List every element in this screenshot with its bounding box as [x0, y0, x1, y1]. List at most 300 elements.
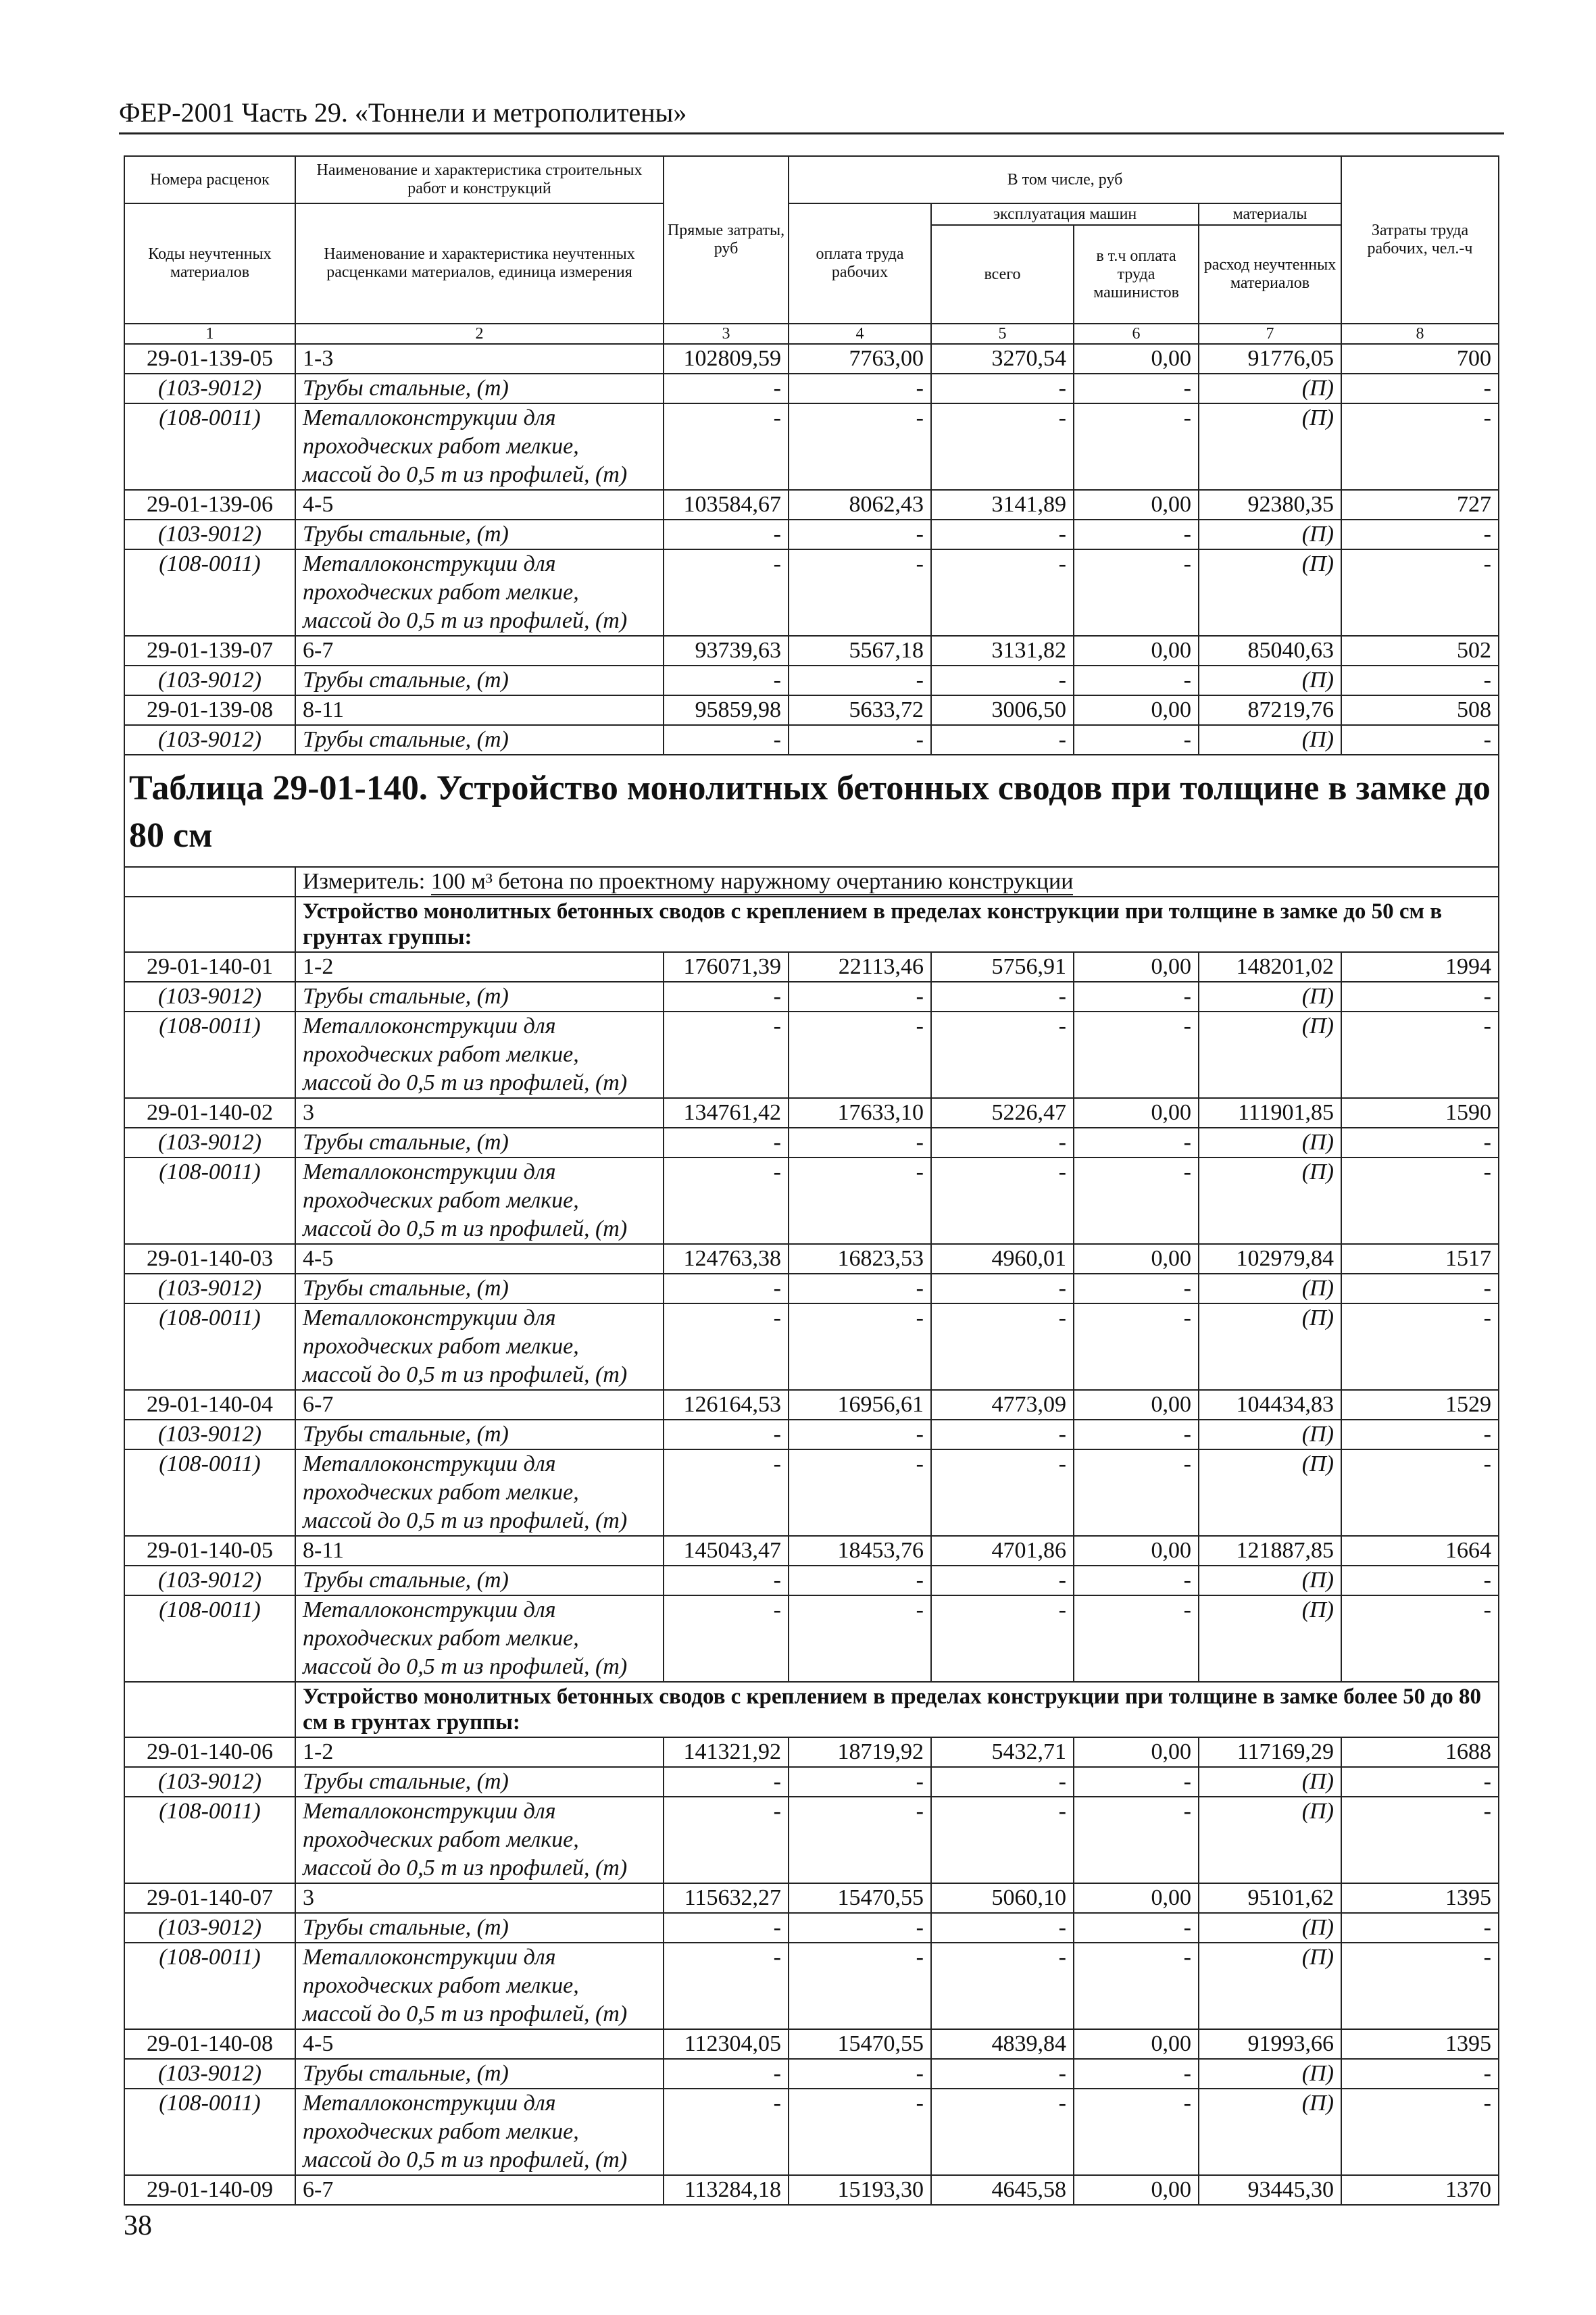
column-numbers-row — [124, 324, 1499, 344]
rates-table — [124, 155, 1499, 2206]
header-direct-costs: Прямые затраты, руб — [664, 156, 789, 324]
machines-total: - — [931, 982, 1074, 1012]
section-heading: Устройство монолитных бетонных сводов с креплением в пределах конструкции при толщине в замке до 50 см в грунтах группы: — [295, 897, 1499, 952]
rate-row — [124, 1883, 1499, 1913]
worker-pay: - — [789, 1943, 931, 2029]
direct-cost: - — [664, 1274, 789, 1303]
material-code: (108-0011) — [124, 1797, 295, 1883]
labor-hours: - — [1341, 403, 1499, 490]
machinists-pay: 0,00 — [1074, 344, 1199, 374]
machinists-pay: - — [1074, 1303, 1199, 1390]
material-row — [124, 1012, 1499, 1098]
worker-pay: 15470,55 — [789, 2029, 931, 2059]
labor-hours: - — [1341, 1128, 1499, 1158]
material-row — [124, 666, 1499, 695]
machines-total: - — [931, 725, 1074, 755]
worker-pay: 8062,43 — [789, 490, 931, 520]
material-row — [124, 2059, 1499, 2089]
machines-total: - — [931, 1303, 1074, 1390]
machinists-pay: - — [1074, 1158, 1199, 1244]
rate-code: 29-01-139-08 — [124, 695, 295, 725]
labor-hours: - — [1341, 1797, 1499, 1883]
page-number: 38 — [124, 2210, 152, 2241]
rate-row — [124, 2175, 1499, 2205]
material-code: (103-9012) — [124, 1767, 295, 1797]
direct-cost: 95859,98 — [664, 695, 789, 725]
material-name: Трубы стальные, (т) — [295, 666, 664, 695]
machinists-pay: - — [1074, 982, 1199, 1012]
materials-cost: 102979,84 — [1199, 1244, 1341, 1274]
rate-row — [124, 490, 1499, 520]
column-number: 3 — [664, 324, 789, 344]
rate-row — [124, 2029, 1499, 2059]
machines-total: 4773,09 — [931, 1390, 1074, 1420]
table-title: Таблица 29-01-140. Устройство монолитных бетонных сводов при толщине в замке до 80 см — [124, 755, 1499, 867]
machinists-pay: - — [1074, 549, 1199, 636]
material-consumption: (П) — [1199, 1913, 1341, 1943]
worker-pay: - — [789, 725, 931, 755]
rates-body-c — [124, 1737, 1499, 2205]
material-consumption: (П) — [1199, 520, 1341, 549]
material-row — [124, 1913, 1499, 1943]
labor-hours: - — [1341, 1303, 1499, 1390]
machinists-pay: - — [1074, 666, 1199, 695]
direct-cost: - — [664, 666, 789, 695]
header-materials: материалы — [1199, 203, 1341, 225]
material-code: (108-0011) — [124, 1595, 295, 1682]
materials-cost: 92380,35 — [1199, 490, 1341, 520]
labor-hours: 1370 — [1341, 2175, 1499, 2205]
machinists-pay: - — [1074, 2089, 1199, 2175]
soil-group: 6-7 — [295, 636, 664, 666]
material-code: (108-0011) — [124, 1012, 295, 1098]
measure-label: Измеритель: — [303, 869, 426, 894]
material-consumption: (П) — [1199, 1420, 1341, 1449]
machinists-pay: 0,00 — [1074, 2175, 1199, 2205]
machinists-pay: - — [1074, 403, 1199, 490]
material-row — [124, 1303, 1499, 1390]
machinists-pay: 0,00 — [1074, 636, 1199, 666]
machines-total: - — [931, 1797, 1074, 1883]
worker-pay: 16823,53 — [789, 1244, 931, 1274]
machines-total: - — [931, 1595, 1074, 1682]
rate-row — [124, 1098, 1499, 1128]
machines-total: - — [931, 1767, 1074, 1797]
empty-cell — [124, 867, 295, 897]
labor-hours: 727 — [1341, 490, 1499, 520]
machines-total: 5756,91 — [931, 952, 1074, 982]
rate-code: 29-01-140-06 — [124, 1737, 295, 1767]
direct-cost: 115632,27 — [664, 1883, 789, 1913]
labor-hours: - — [1341, 1943, 1499, 2029]
material-name: Трубы стальные, (т) — [295, 725, 664, 755]
direct-cost: - — [664, 1767, 789, 1797]
machinists-pay: - — [1074, 1012, 1199, 1098]
machinists-pay: 0,00 — [1074, 1536, 1199, 1566]
material-code: (108-0011) — [124, 403, 295, 490]
page-header: ФЕР-2001 Часть 29. «Тоннели и метрополитены» — [119, 96, 1504, 134]
machines-total: 5226,47 — [931, 1098, 1074, 1128]
rate-code: 29-01-140-04 — [124, 1390, 295, 1420]
worker-pay: 22113,46 — [789, 952, 931, 982]
materials-cost: 95101,62 — [1199, 1883, 1341, 1913]
material-code: (108-0011) — [124, 1449, 295, 1536]
labor-hours: 1590 — [1341, 1098, 1499, 1128]
material-consumption: (П) — [1199, 982, 1341, 1012]
material-consumption: (П) — [1199, 1012, 1341, 1098]
direct-cost: - — [664, 1012, 789, 1098]
worker-pay: - — [789, 403, 931, 490]
material-code: (103-9012) — [124, 520, 295, 549]
rate-code: 29-01-139-07 — [124, 636, 295, 666]
rates-body-b — [124, 952, 1499, 1682]
material-row — [124, 1158, 1499, 1244]
machines-total: 3131,82 — [931, 636, 1074, 666]
worker-pay: - — [789, 1566, 931, 1595]
material-consumption: (П) — [1199, 403, 1341, 490]
machinists-pay: 0,00 — [1074, 2029, 1199, 2059]
material-code: (103-9012) — [124, 666, 295, 695]
material-row — [124, 1274, 1499, 1303]
worker-pay: - — [789, 1449, 931, 1536]
direct-cost: - — [664, 403, 789, 490]
labor-hours: 1395 — [1341, 1883, 1499, 1913]
material-consumption: (П) — [1199, 2059, 1341, 2089]
direct-cost: 176071,39 — [664, 952, 789, 982]
soil-group: 6-7 — [295, 1390, 664, 1420]
material-consumption: (П) — [1199, 1303, 1341, 1390]
machinists-pay: 0,00 — [1074, 1883, 1199, 1913]
material-row — [124, 1943, 1499, 2029]
machines-total: - — [931, 403, 1074, 490]
machines-total: - — [931, 1913, 1074, 1943]
machines-total: - — [931, 549, 1074, 636]
machinists-pay: - — [1074, 1274, 1199, 1303]
material-row — [124, 374, 1499, 403]
worker-pay: - — [789, 2059, 931, 2089]
column-number: 6 — [1074, 324, 1199, 344]
labor-hours: 1688 — [1341, 1737, 1499, 1767]
soil-group: 4-5 — [295, 2029, 664, 2059]
materials-cost: 104434,83 — [1199, 1390, 1341, 1420]
material-name: Трубы стальные, (т) — [295, 520, 664, 549]
material-consumption: (П) — [1199, 1158, 1341, 1244]
material-row — [124, 725, 1499, 755]
material-code: (103-9012) — [124, 1274, 295, 1303]
machinists-pay: - — [1074, 725, 1199, 755]
material-code: (103-9012) — [124, 1566, 295, 1595]
machinists-pay: 0,00 — [1074, 490, 1199, 520]
materials-cost: 93445,30 — [1199, 2175, 1341, 2205]
material-row — [124, 1595, 1499, 1682]
machines-total: - — [931, 1420, 1074, 1449]
material-code: (103-9012) — [124, 725, 295, 755]
material-row — [124, 2089, 1499, 2175]
material-code: (103-9012) — [124, 982, 295, 1012]
labor-hours: 502 — [1341, 636, 1499, 666]
header-machines-total: всего — [931, 225, 1074, 324]
rate-row — [124, 1536, 1499, 1566]
rate-code: 29-01-140-03 — [124, 1244, 295, 1274]
section-heading: Устройство монолитных бетонных сводов с креплением в пределах конструкции при толщине в замке более 50 до 80 см в грунтах группы: — [295, 1682, 1499, 1737]
rate-row — [124, 1390, 1499, 1420]
material-name: Трубы стальные, (т) — [295, 374, 664, 403]
direct-cost: - — [664, 520, 789, 549]
material-name: Трубы стальные, (т) — [295, 1767, 664, 1797]
worker-pay: 7763,00 — [789, 344, 931, 374]
materials-cost: 121887,85 — [1199, 1536, 1341, 1566]
direct-cost: 112304,05 — [664, 2029, 789, 2059]
direct-cost: - — [664, 2059, 789, 2089]
soil-group: 4-5 — [295, 1244, 664, 1274]
direct-cost: - — [664, 1158, 789, 1244]
worker-pay: - — [789, 549, 931, 636]
machines-total: - — [931, 1128, 1074, 1158]
direct-cost: 113284,18 — [664, 2175, 789, 2205]
soil-group: 1-2 — [295, 1737, 664, 1767]
direct-cost: 126164,53 — [664, 1390, 789, 1420]
material-code: (103-9012) — [124, 374, 295, 403]
material-name: Трубы стальные, (т) — [295, 1420, 664, 1449]
labor-hours: 1529 — [1341, 1390, 1499, 1420]
rate-row — [124, 344, 1499, 374]
machines-total: - — [931, 374, 1074, 403]
rates-body-a — [124, 344, 1499, 755]
soil-group: 3 — [295, 1098, 664, 1128]
direct-cost: - — [664, 1595, 789, 1682]
column-number: 8 — [1341, 324, 1499, 344]
labor-hours: 1994 — [1341, 952, 1499, 982]
table-140-header — [124, 755, 1499, 952]
rate-code: 29-01-140-07 — [124, 1883, 295, 1913]
labor-hours: - — [1341, 2059, 1499, 2089]
empty-cell — [124, 1682, 295, 1737]
machines-total: - — [931, 1158, 1074, 1244]
machinists-pay: - — [1074, 1767, 1199, 1797]
soil-group: 8-11 — [295, 695, 664, 725]
labor-hours: - — [1341, 1566, 1499, 1595]
column-number: 1 — [124, 324, 295, 344]
machinists-pay: - — [1074, 1420, 1199, 1449]
machinists-pay: - — [1074, 1797, 1199, 1883]
soil-group: 1-3 — [295, 344, 664, 374]
materials-cost: 111901,85 — [1199, 1098, 1341, 1128]
material-code: (108-0011) — [124, 1303, 295, 1390]
section-2-header — [124, 1682, 1499, 1737]
direct-cost: - — [664, 2089, 789, 2175]
empty-cell — [124, 897, 295, 952]
worker-pay: - — [789, 1303, 931, 1390]
machines-total: - — [931, 1274, 1074, 1303]
header-rate-numbers: Номера расценок — [124, 156, 295, 203]
machinists-pay: - — [1074, 520, 1199, 549]
worker-pay: - — [789, 1913, 931, 1943]
labor-hours: 1664 — [1341, 1536, 1499, 1566]
labor-hours: - — [1341, 374, 1499, 403]
machinists-pay: - — [1074, 1943, 1199, 2029]
worker-pay: 5567,18 — [789, 636, 931, 666]
direct-cost: 141321,92 — [664, 1737, 789, 1767]
machinists-pay: - — [1074, 1595, 1199, 1682]
machinists-pay: 0,00 — [1074, 952, 1199, 982]
direct-cost: 124763,38 — [664, 1244, 789, 1274]
header-including: В том числе, руб — [789, 156, 1341, 203]
header-labor-hours: Затраты труда рабочих, чел.-ч — [1341, 156, 1499, 324]
machines-total: 4701,86 — [931, 1536, 1074, 1566]
worker-pay: - — [789, 982, 931, 1012]
worker-pay: - — [789, 666, 931, 695]
direct-cost: - — [664, 725, 789, 755]
machinists-pay: - — [1074, 2059, 1199, 2089]
machinists-pay: 0,00 — [1074, 1390, 1199, 1420]
machines-total: - — [931, 2089, 1074, 2175]
material-consumption: (П) — [1199, 1128, 1341, 1158]
material-row — [124, 1767, 1499, 1797]
material-name: Трубы стальные, (т) — [295, 1913, 664, 1943]
labor-hours: 700 — [1341, 344, 1499, 374]
machinists-pay: - — [1074, 374, 1199, 403]
material-row — [124, 1797, 1499, 1883]
material-name: Трубы стальные, (т) — [295, 1128, 664, 1158]
column-number: 4 — [789, 324, 931, 344]
worker-pay: - — [789, 1595, 931, 1682]
material-name: Металлоконструкции для проходческих работ мелкие, массой до 0,5 т из профилей, (т) — [295, 549, 664, 636]
rates-table-container — [124, 155, 1498, 2206]
worker-pay: - — [789, 374, 931, 403]
direct-cost: 103584,67 — [664, 490, 789, 520]
material-name: Трубы стальные, (т) — [295, 982, 664, 1012]
machines-total: 5432,71 — [931, 1737, 1074, 1767]
direct-cost: - — [664, 549, 789, 636]
labor-hours: 508 — [1341, 695, 1499, 725]
material-row — [124, 549, 1499, 636]
labor-hours: - — [1341, 520, 1499, 549]
table-header — [124, 156, 1499, 344]
machines-total: - — [931, 1012, 1074, 1098]
material-name: Металлоконструкции для проходческих работ мелкие, массой до 0,5 т из профилей, (т) — [295, 403, 664, 490]
worker-pay: - — [789, 2089, 931, 2175]
rate-row — [124, 1737, 1499, 1767]
worker-pay: 16956,61 — [789, 1390, 931, 1420]
labor-hours: - — [1341, 1012, 1499, 1098]
soil-group: 4-5 — [295, 490, 664, 520]
worker-pay: - — [789, 1767, 931, 1797]
material-code: (103-9012) — [124, 1128, 295, 1158]
header-material-consumption: расход неучтенных материалов — [1199, 225, 1341, 324]
materials-cost: 91776,05 — [1199, 344, 1341, 374]
rate-code: 29-01-139-05 — [124, 344, 295, 374]
worker-pay: - — [789, 1420, 931, 1449]
machinists-pay: 0,00 — [1074, 1737, 1199, 1767]
material-name: Металлоконструкции для проходческих работ мелкие, массой до 0,5 т из профилей, (т) — [295, 1158, 664, 1244]
measure-unit: 100 м³ бетона по проектному наружному очертанию конструкции — [430, 869, 1074, 894]
header-work-name: Наименование и характеристика строительных работ и конструкций — [295, 156, 664, 203]
header-machine-operation: эксплуатация машин — [931, 203, 1199, 225]
worker-pay: - — [789, 1797, 931, 1883]
labor-hours: 1395 — [1341, 2029, 1499, 2059]
material-consumption: (П) — [1199, 666, 1341, 695]
machinists-pay: - — [1074, 1449, 1199, 1536]
material-consumption: (П) — [1199, 1943, 1341, 2029]
materials-cost: 85040,63 — [1199, 636, 1341, 666]
column-number: 2 — [295, 324, 664, 344]
worker-pay: - — [789, 1128, 931, 1158]
material-consumption: (П) — [1199, 1449, 1341, 1536]
worker-pay: 17633,10 — [789, 1098, 931, 1128]
material-row — [124, 403, 1499, 490]
material-row — [124, 1420, 1499, 1449]
material-code: (108-0011) — [124, 1943, 295, 2029]
direct-cost: 102809,59 — [664, 344, 789, 374]
material-name: Трубы стальные, (т) — [295, 1274, 664, 1303]
material-consumption: (П) — [1199, 1595, 1341, 1682]
materials-cost: 87219,76 — [1199, 695, 1341, 725]
labor-hours: - — [1341, 666, 1499, 695]
labor-hours: - — [1341, 1274, 1499, 1303]
labor-hours: - — [1341, 549, 1499, 636]
direct-cost: 145043,47 — [664, 1536, 789, 1566]
material-row — [124, 1128, 1499, 1158]
material-code: (103-9012) — [124, 1913, 295, 1943]
header-material-name: Наименование и характеристика неучтенных расценками материалов, единица измерения — [295, 203, 664, 324]
direct-cost: - — [664, 1420, 789, 1449]
material-name: Металлоконструкции для проходческих работ мелкие, массой до 0,5 т из профилей, (т) — [295, 2089, 664, 2175]
rate-code: 29-01-139-06 — [124, 490, 295, 520]
rate-code: 29-01-140-01 — [124, 952, 295, 982]
material-consumption: (П) — [1199, 374, 1341, 403]
material-name: Трубы стальные, (т) — [295, 1566, 664, 1595]
materials-cost: 148201,02 — [1199, 952, 1341, 982]
worker-pay: - — [789, 1274, 931, 1303]
worker-pay: 15193,30 — [789, 2175, 931, 2205]
direct-cost: - — [664, 1797, 789, 1883]
material-row — [124, 1449, 1499, 1536]
labor-hours: 1517 — [1341, 1244, 1499, 1274]
worker-pay: 18719,92 — [789, 1737, 931, 1767]
machines-total: - — [931, 1449, 1074, 1536]
material-name: Металлоконструкции для проходческих работ мелкие, массой до 0,5 т из профилей, (т) — [295, 1303, 664, 1390]
machines-total: - — [931, 1943, 1074, 2029]
direct-cost: - — [664, 1566, 789, 1595]
header-worker-pay: оплата труда рабочих — [789, 203, 931, 324]
labor-hours: - — [1341, 1449, 1499, 1536]
direct-cost: 134761,42 — [664, 1098, 789, 1128]
machinists-pay: - — [1074, 1913, 1199, 1943]
rate-code: 29-01-140-08 — [124, 2029, 295, 2059]
direct-cost: - — [664, 1943, 789, 2029]
machinists-pay: 0,00 — [1074, 1098, 1199, 1128]
material-code: (103-9012) — [124, 1420, 295, 1449]
soil-group: 1-2 — [295, 952, 664, 982]
direct-cost: - — [664, 1449, 789, 1536]
machines-total: - — [931, 666, 1074, 695]
material-name: Металлоконструкции для проходческих работ мелкие, массой до 0,5 т из профилей, (т) — [295, 1797, 664, 1883]
worker-pay: - — [789, 520, 931, 549]
worker-pay: 18453,76 — [789, 1536, 931, 1566]
direct-cost: - — [664, 1913, 789, 1943]
material-consumption: (П) — [1199, 1274, 1341, 1303]
labor-hours: - — [1341, 1158, 1499, 1244]
rate-row — [124, 952, 1499, 982]
worker-pay: - — [789, 1012, 931, 1098]
measure-line — [295, 867, 1499, 897]
rate-row — [124, 636, 1499, 666]
labor-hours: - — [1341, 1420, 1499, 1449]
material-name: Трубы стальные, (т) — [295, 2059, 664, 2089]
machines-total: 5060,10 — [931, 1883, 1074, 1913]
material-consumption: (П) — [1199, 549, 1341, 636]
machines-total: 4645,58 — [931, 2175, 1074, 2205]
